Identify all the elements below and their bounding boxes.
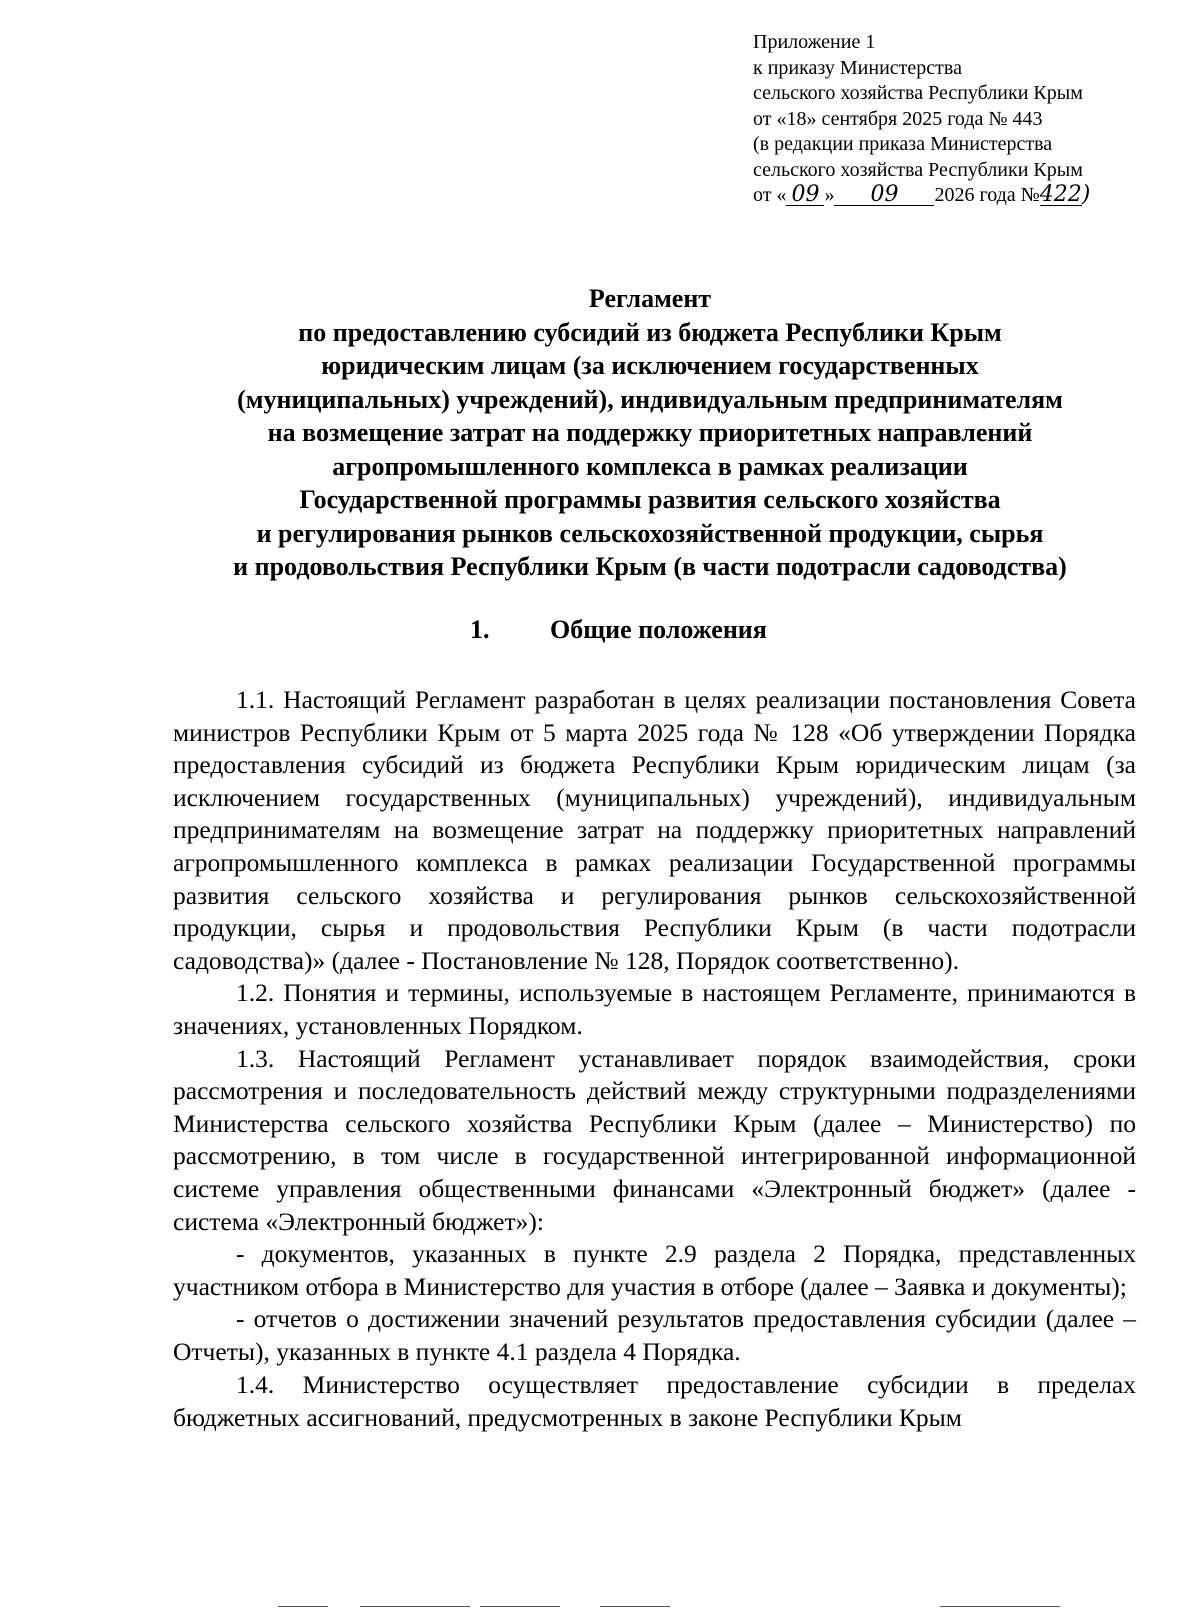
date-year: 2026 года № xyxy=(934,184,1040,206)
title-line: Государственной программы развития сельского хозяйства xyxy=(299,485,1001,514)
document-title xyxy=(130,282,1170,584)
appendix-line: Приложение 1 xyxy=(753,31,876,53)
handwritten-month: 09 xyxy=(834,185,934,206)
appendix-date-line xyxy=(753,183,1173,209)
title-line: и продовольствия Республики Крым (в части подотрасли садоводства) xyxy=(233,552,1067,581)
appendix-block xyxy=(753,30,1173,209)
scan-artifact-line xyxy=(940,1606,1060,1607)
document-body xyxy=(173,684,1136,1435)
date-quote: » xyxy=(824,184,835,206)
handwritten-day: 09 xyxy=(786,185,824,206)
section-number: 1. xyxy=(470,615,490,644)
appendix-line: сельского хозяйства Республики Крым xyxy=(753,82,1083,104)
appendix-line: от «18» сентября 2025 года № 443 xyxy=(753,107,1043,130)
title-line: и регулирования рынков сельскохозяйственной продукции, сырья xyxy=(256,518,1044,548)
paragraph-1-3: 1.3. Настоящий Регламент устанавливает порядок взаимодействия, сроки рассмотрения и последовательность действий между структурными подразделениями Министерства сельского хозяйства Республики Крым (далее – Министерство) по рассмотрению, в том числе в государственной интегрированной информационной системе управления общественными финансами «Электронный бюджет» (далее - система «Электронный бюджет»): xyxy=(173,1043,1136,1236)
scan-artifact-line xyxy=(600,1606,670,1607)
scan-artifact-line xyxy=(480,1606,560,1607)
title-line: (муниципальных) учреждений), индивидуальным предпринимателям xyxy=(237,384,1063,414)
list-item-documents: - документов, указанных в пункте 2.9 раздела 2 Порядка, представленных участником отбора в Министерство для участия в отборе (далее – Заявка и документы); xyxy=(173,1239,1136,1301)
title-line: юридическим лицам (за исключением государственных xyxy=(321,351,979,380)
paragraph-1-4: 1.4. Министерство осуществляет предоставление субсидии в пределах бюджетных ассигнований, предусмотренных в законе Республики Крым xyxy=(173,1370,1136,1433)
title-line: агропромышленного комплекса в рамках реализации xyxy=(332,451,968,481)
handwritten-number: 422) xyxy=(1039,182,1091,207)
title-line: на возмещение затрат на поддержку приоритетных направлений xyxy=(267,418,1033,447)
date-prefix: от « xyxy=(753,184,787,206)
appendix-line: (в редакции приказа Министерства xyxy=(753,133,1053,155)
section-title: Общие положения xyxy=(550,615,767,644)
paragraph-1-2: 1.2. Понятия и термины, используемые в настоящем Регламенте, принимаются в значениях, установленных Порядком. xyxy=(173,978,1136,1040)
scan-artifact-line xyxy=(360,1606,470,1607)
title-line: по предоставлению субсидий из бюджета Республики Крым xyxy=(298,317,1002,347)
paragraph-1-1: 1.1. Настоящий Регламент разработан в целях реализации постановления Совета министров Республики Крым от 5 марта 2025 года № 128 «Об утверждении Порядка предоставления субсидий из бюджета Республики Крым юридическим лицам (за исключением государственных (муниципальных) учреждений), индивидуальным предпринимателям на возмещение затрат на поддержку приоритетных направлений агропромышленного комплекса в рамках реализации Государственной программы развития сельского хозяйства и регулирования рынков сельскохозяйственной продукции, сырья и продовольствия Республики Крым (в части подотрасли садоводства)» (далее - Постановление № 128, Порядок соответственно). xyxy=(173,685,1136,975)
list-item-reports: - отчетов о достижении значений результатов предоставления субсидии (далее – Отчеты), указанных в пункте 4.1 раздела 4 Порядка. xyxy=(173,1304,1136,1366)
appendix-line: сельского хозяйства Республики Крым xyxy=(753,158,1083,181)
scan-artifact-line xyxy=(278,1606,328,1607)
section-heading xyxy=(470,614,767,646)
appendix-line: к приказу Министерства xyxy=(753,56,962,79)
title-line: Регламент xyxy=(588,284,712,313)
